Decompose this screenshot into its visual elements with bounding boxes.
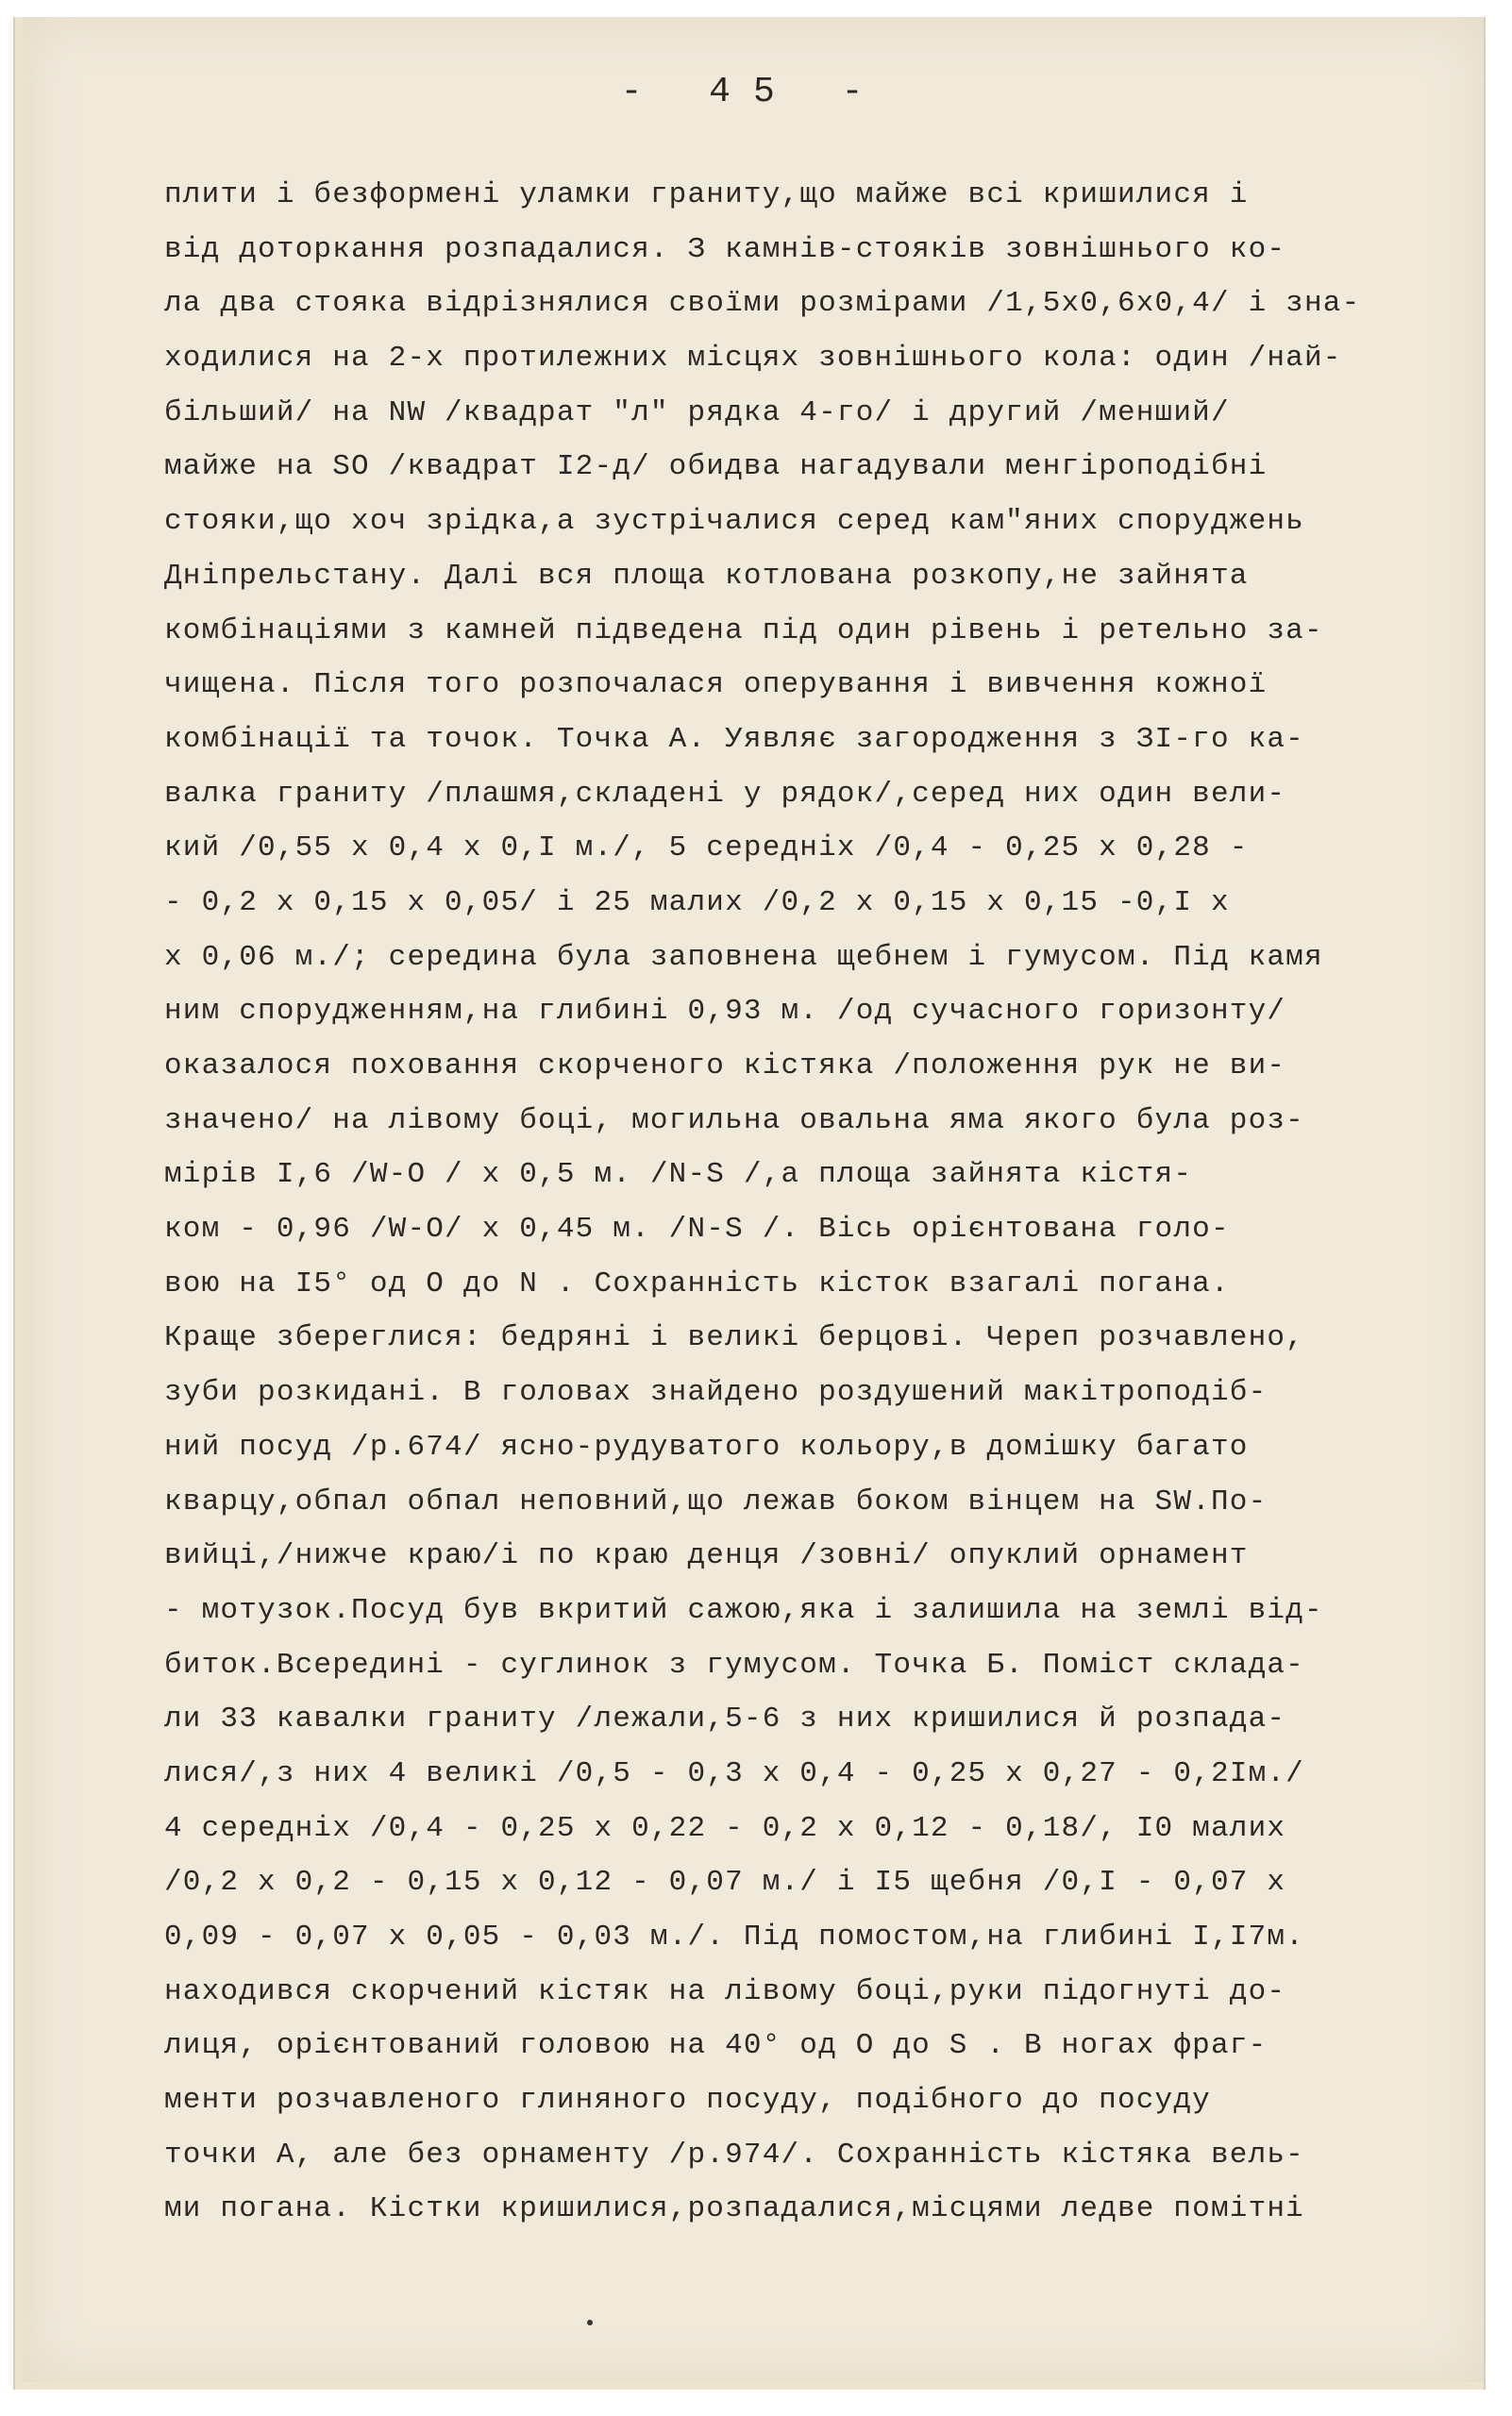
body-text [164, 168, 1486, 2237]
text-line: значено/ на лівому боці, могильна овальна яма якого була роз- [164, 1103, 1304, 1137]
text-line: ком - 0,96 /W-O/ х 0,45 м. /N-S /. Вісь орієнтована голо- [164, 1213, 1230, 1247]
text-line: 0,09 - 0,07 х 0,05 - 0,03 м./. Під помостом,на глибині І,І7м. [164, 1921, 1304, 1954]
text-line: вийці,/нижче краю/і по краю денця /зовні/ опуклий орнамент [164, 1539, 1249, 1573]
text-line: чищена. Після того розпочалася оперування і вивчення кожної [164, 668, 1268, 702]
text-line: кий /0,55 х 0,4 х 0,І м./, 5 середніх /0,4 - 0,25 х 0,28 - [164, 831, 1249, 865]
text-line: лися/,з них 4 великі /0,5 - 0,3 х 0,4 - 0,25 х 0,27 - 0,2Ім./ [164, 1756, 1304, 1790]
text-line: комбінації та точок. Точка А. Уявляє загородження з ЗІ-го ка- [164, 722, 1304, 756]
text-line: ми погана. Кістки кришилися,розпадалися,місцями ледве помітні [164, 2192, 1304, 2226]
text-line: оказалося поховання скорченого кістяка /положення рук не ви- [164, 1049, 1286, 1082]
text-line: /0,2 х 0,2 - 0,15 х 0,12 - 0,07 м./ і І5 щебня /0,І - 0,07 х [164, 1866, 1286, 1900]
text-line: ходилися на 2-х протилежних місцях зовнішнього кола: один /най- [164, 342, 1342, 376]
text-line: від доторкання розпадалися. З камнів-стояків зовнішнього ко- [164, 232, 1286, 266]
text-line: стояки,що хоч зрідка,а зустрічалися серед кам"яних споруджень [164, 505, 1304, 539]
text-line: - мотузок.Посуд був вкритий сажою,яка і залишила на землі від- [164, 1593, 1323, 1627]
text-line: ли 33 кавалки граниту /лежали,5-6 з них кришилися й розпада- [164, 1703, 1286, 1736]
text-line: - 0,2 х 0,15 х 0,05/ і 25 малих /0,2 х 0,15 х 0,15 -0,І х [164, 885, 1230, 919]
text-line: комбінаціями з камней підведена під один рівень і ретельно за- [164, 613, 1323, 647]
text-line: ним спорудженням,на глибині 0,93 м. /од сучасного горизонту/ [164, 995, 1286, 1029]
ink-dot [587, 2320, 593, 2325]
text-line: лиця, орієнтований головою на 40° од O до S . В ногах фраг- [164, 2029, 1268, 2063]
text-line: Дніпрельстану. Далі вся площа котлована розкопу,не зайнята [164, 559, 1249, 593]
text-line: кварцу,обпал обпал неповний,що лежав боком вінцем на SW.По- [164, 1485, 1268, 1518]
text-line: находився скорчений кістяк на лівому боці,руки підогнуті до- [164, 1974, 1286, 2008]
text-line: майже на SO /квадрат І2-д/ обидва нагадували менгіроподібні [164, 450, 1268, 484]
typewritten-page [23, 17, 1484, 2382]
text-line: 4 середніх /0,4 - 0,25 х 0,22 - 0,2 х 0,12 - 0,18/, І0 малих [164, 1811, 1286, 1845]
text-line: валка граниту /плашмя,складені у рядок/,серед них один вели- [164, 777, 1286, 811]
text-line: більший/ на NW /квадрат "л" рядка 4-го/ і другий /менший/ [164, 395, 1230, 429]
text-line: х 0,06 м./; середина була заповнена щебнем і гумусом. Під камя [164, 940, 1323, 974]
text-line: точки А, але без орнаменту /р.974/. Сохранність кістяка вель- [164, 2138, 1304, 2172]
text-line: плити і безформені уламки граниту,що майже всі кришилися і [164, 178, 1249, 211]
text-line: ний посуд /р.674/ ясно-рудуватого кольору,в домішку багато [164, 1430, 1249, 1464]
text-line: ла два стояка відрізнялися своїми розмірами /1,5х0,6х0,4/ і зна- [164, 287, 1361, 321]
page-number: - 45 - [620, 72, 886, 112]
text-line: зуби розкидані. В головах знайдено роздушений макітроподіб- [164, 1376, 1268, 1410]
text-line: вою на І5° од O до N . Сохранність кісток взагалі погана. [164, 1267, 1230, 1300]
text-line: биток.Всередині - суглинок з гумусом. Точка Б. Поміст склада- [164, 1648, 1304, 1682]
text-line: Краще збереглися: бедряні і великі берцові. Череп розчавлено, [164, 1321, 1304, 1355]
text-line: менти розчавленого глиняного посуду, подібного до посуду [164, 2084, 1211, 2118]
text-line: мірів І,6 /W-O / х 0,5 м. /N-S /,а площа зайнята кістя- [164, 1158, 1193, 1192]
